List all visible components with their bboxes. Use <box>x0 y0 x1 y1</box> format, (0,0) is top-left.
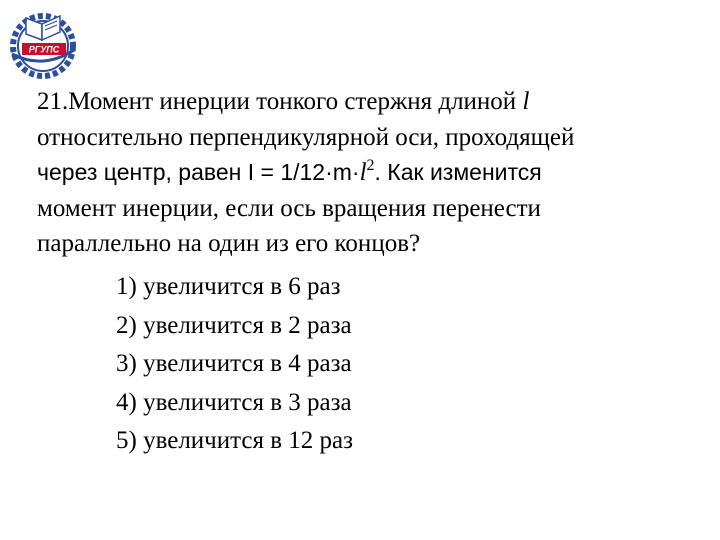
question-line-4: момент инерции, если ось вращения перенести <box>37 194 541 222</box>
question-number: 21. <box>37 88 69 115</box>
formula-exponent: 2 <box>366 157 375 174</box>
option-number: 1) <box>116 273 137 300</box>
answer-option-5 <box>116 422 353 461</box>
option-text: увеличится в 4 раза <box>143 350 352 377</box>
answer-option-3 <box>116 345 353 384</box>
answer-option-2 <box>116 307 353 346</box>
question-line-1 <box>37 84 707 120</box>
logo-label: РГУПС <box>28 44 60 55</box>
answer-options <box>116 268 353 461</box>
option-text: увеличится в 12 раз <box>143 427 353 454</box>
answer-option-1 <box>116 268 353 307</box>
option-number: 3) <box>116 350 137 377</box>
option-text: увеличится в 3 раза <box>143 388 352 416</box>
question-text <box>37 84 707 262</box>
question-line-5: параллельно на один из его концов? <box>37 230 421 257</box>
question-line-1-text: Момент инерции тонкого стержня длиной <box>68 88 523 115</box>
length-variable: l <box>522 88 530 115</box>
question-line-3-tail: . Как изменится <box>374 159 542 185</box>
question-line-2: относительно перпендикулярной оси, проходящей <box>37 123 575 151</box>
question-line-3-text: через центр, равен I = 1/12·m· <box>37 159 360 185</box>
option-text: увеличится в 6 раз <box>143 273 341 300</box>
question-line-3 <box>37 155 707 191</box>
rgups-logo <box>4 4 82 82</box>
formula-length-variable: l <box>359 159 367 186</box>
option-number: 5) <box>116 427 137 454</box>
option-text: увеличится в 2 раза <box>143 311 352 339</box>
option-number: 2) <box>116 311 137 339</box>
option-number: 4) <box>116 388 137 416</box>
answer-option-4 <box>116 384 353 423</box>
